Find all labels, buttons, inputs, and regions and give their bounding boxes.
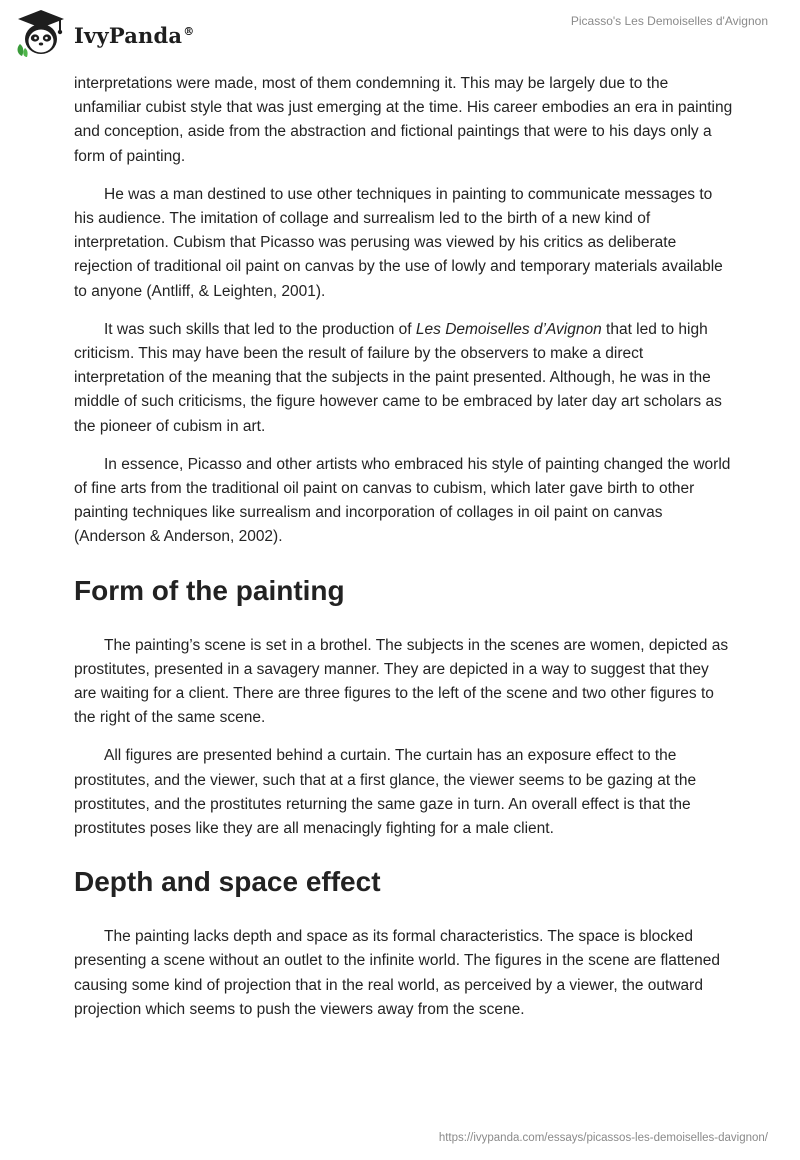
brand-name bbox=[74, 23, 194, 48]
essay-content bbox=[74, 72, 734, 1036]
panda-logo-icon bbox=[14, 8, 68, 58]
paragraph: He was a man destined to use other techniques in painting to communicate messages to his audience. The imitation of collage and surrealism led to the birth of a new kind of interpretation. Cubism that Picasso was perusing was viewed by his critics as deliberate rejection of traditional oil paint on canvas by the use of lowly and temporary materials available to anyone (Antliff, & Leighten, 2001). bbox=[74, 185, 723, 300]
section-heading: Form of the painting bbox=[74, 574, 345, 606]
paragraph bbox=[74, 318, 734, 439]
painting-title: Les Demoiselles d’Avignon bbox=[415, 320, 602, 338]
paragraph: The painting’s scene is set in a brothel. The subjects in the scenes are women, depicted as prostitutes, presented in a savagery manner. They are depicted in a way to suggest that they are waiting for a client. There are three figures to the left of the scene and two other figures to the right of the same scene. bbox=[74, 636, 729, 727]
paragraph: The painting lacks depth and space as its formal characteristics. The space is blocked presenting a scene without an outlet to the infinite world. The figures in the scene are flattened causing some kind of projection that in the real world, as perceived by a viewer, the outward projection which seems to push the viewers away from the scene. bbox=[74, 928, 720, 1018]
paragraph: All figures are presented behind a curtain. The curtain has an exposure effect to the prostitutes, and the viewer, such that at a first glance, the viewer seems to be gazing at the prostitutes, and the prostitutes returning the same gaze in turn. An overall effect is that the prostitutes poses like they are all menacingly fighting for a male client. bbox=[74, 747, 697, 838]
paragraph: In essence, Picasso and other artists who embraced his style of painting changed the world of fine arts from the traditional oil paint on canvas to cubism, which later gave birth to other painting techniques like surrealism and incorporation of collages in oil paint on canvas (Anderson & Anderson, 2002). bbox=[74, 455, 731, 546]
paragraph-text: that led to high criticism. This may have been the result of failure by the observers to make a direct interpretation of the meaning that the subjects in the paint presented. Although, he was in the middle of such criticisms, the figure however came to be embraced by later day art scholars as the pioneer of cubism in art. bbox=[74, 320, 722, 435]
document-title: Picasso's Les Demoiselles d'Avignon bbox=[570, 14, 768, 28]
logo[interactable] bbox=[14, 8, 194, 58]
source-url[interactable]: https://ivypanda.com/essays/picassos-les-demoiselles-davignon/ bbox=[438, 1132, 768, 1144]
registered-mark: ® bbox=[183, 24, 195, 38]
paragraph-text: It was such skills that led to the production of bbox=[104, 320, 416, 338]
brand-name-text: IvyPanda bbox=[74, 22, 183, 48]
header bbox=[0, 0, 800, 70]
section-heading: Depth and space effect bbox=[74, 866, 381, 898]
paragraph: interpretations were made, most of them condemning it. This may be largely due to the unfamiliar cubist style that was just emerging at the time. His career embodies an era in painting and conception, aside from the abstraction and fictional paintings that were to his days only a form of painting. bbox=[74, 75, 733, 165]
